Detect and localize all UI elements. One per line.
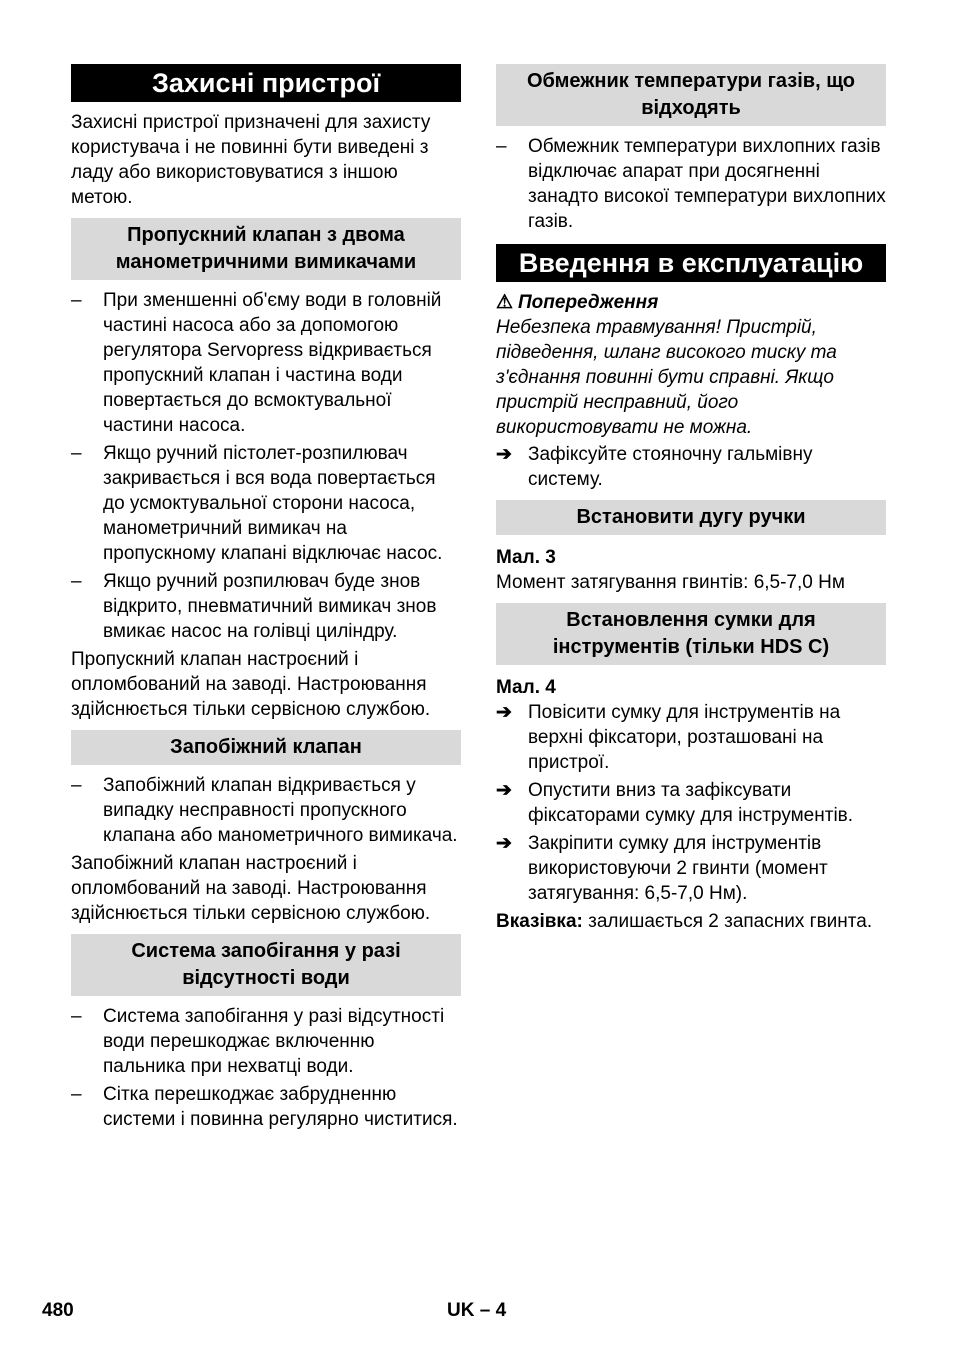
dash-marker: – — [71, 443, 82, 464]
warning-triangle-icon: ⚠ — [496, 292, 514, 313]
arrow-icon: ➔ — [496, 444, 512, 465]
heading-handle: Встановити дугу ручки — [496, 500, 886, 535]
figure-ref: Мал. 4 — [496, 677, 556, 698]
heading-water-shortage: Система запобігання у разі відсутності води — [71, 934, 461, 996]
list-item: – Якщо ручний пістолет-розпилювач закривається і вся вода повертається до усмоктувальної сторони насоса, манометричний вимикач на пропускному клапані відключає насос. — [71, 443, 443, 564]
dash-marker: – — [71, 775, 82, 796]
heading-safety-valve: Запобіжний клапан — [71, 730, 461, 765]
water-shortage-list — [71, 1004, 461, 1132]
bag-steps — [496, 700, 886, 906]
bypass-note: Пропускний клапан настроєний і опломбований на заводі. Настроювання здійснюється тільки сервісною службою. — [71, 649, 431, 720]
section-title-protective-devices: Захисні пристрої — [71, 64, 461, 102]
arrow-icon: ➔ — [496, 702, 512, 723]
bag-note: Вказівка: залишається 2 запасних гвинта. — [496, 911, 873, 932]
dash-marker: – — [71, 571, 82, 592]
list-item: – Система запобігання у разі відсутності води перешкоджає включенню пальника при нехватці води. — [71, 1006, 445, 1077]
heading-bypass-valve: Пропускний клапан з двома манометричними вимикачами — [71, 218, 461, 280]
exhaust-list — [496, 134, 886, 234]
heading-exhaust-limiter: Обмежник температури газів, що відходять — [496, 64, 886, 126]
list-item: – При зменшенні об'єму води в головній частині насоса або за допомогою регулятора Servopress відкривається пропускний клапан і частина води повертається до всмоктувальної частини насоса. — [71, 290, 442, 436]
heading-tool-bag: Встановлення сумки для інструментів (тільки HDS C) — [496, 603, 886, 665]
bypass-list — [71, 288, 461, 644]
arrow-icon: ➔ — [496, 780, 512, 801]
list-item: – Запобіжний клапан відкривається у випадку несправності пропускного клапана або манометричного вимикача. — [71, 775, 458, 846]
section-code: UK – 4 — [447, 1300, 507, 1321]
left-column — [71, 64, 461, 1135]
safety-valve-list — [71, 773, 461, 848]
section-title-startup: Введення в експлуатацію — [496, 244, 886, 282]
warning-text: Небезпека травмування! Пристрій, підведення, шланг високого тиску та з'єднання повинні бути справні. Якщо пристрій несправний, його використовувати не можна. — [496, 317, 837, 438]
warning-title: ⚠ Попередження — [496, 292, 659, 313]
list-item: – Сітка перешкоджає забрудненню системи і повинна регулярно чиститися. — [71, 1084, 458, 1130]
handle-text: Момент затягування гвинтів: 6,5-7,0 Нм — [496, 572, 845, 593]
list-item: ➔ Повісити сумку для інструментів на верхні фіксатори, розташовані на пристрої. — [496, 702, 841, 773]
list-item: ➔ Закріпити сумку для інструментів використовуючи 2 гвинти (момент затягування: 6,5-7,0 Нм). — [496, 833, 828, 904]
dash-marker: – — [71, 1006, 82, 1027]
list-item: ➔ Опустити вниз та зафіксувати фіксаторами сумку для інструментів. — [496, 780, 854, 826]
right-column — [496, 64, 886, 934]
figure-ref: Мал. 3 — [496, 547, 556, 568]
arrow-icon: ➔ — [496, 833, 512, 854]
dash-marker: – — [496, 136, 507, 157]
brake-steps — [496, 442, 886, 492]
list-item: ➔ Зафіксуйте стояночну гальмівну систему. — [496, 444, 813, 490]
list-item: – Обмежник температури вихлопних газів відключає апарат при досягненні занадто високої температури вихлопних газів. — [496, 136, 886, 232]
intro-paragraph: Захисні пристрої призначені для захисту користувача і не повинні бути виведені з ладу або використовуватися з іншою метою. — [71, 112, 431, 208]
safety-valve-note: Запобіжний клапан настроєний і опломбований на заводі. Настроювання здійснюється тільки сервісною службою. — [71, 853, 431, 924]
dash-marker: – — [71, 290, 82, 311]
list-item: – Якщо ручний розпилювач буде знов відкрито, пневматичний вимикач знов вмикає насос на голівці циліндру. — [71, 571, 437, 642]
dash-marker: – — [71, 1084, 82, 1105]
page-number: 480 — [42, 1300, 74, 1321]
